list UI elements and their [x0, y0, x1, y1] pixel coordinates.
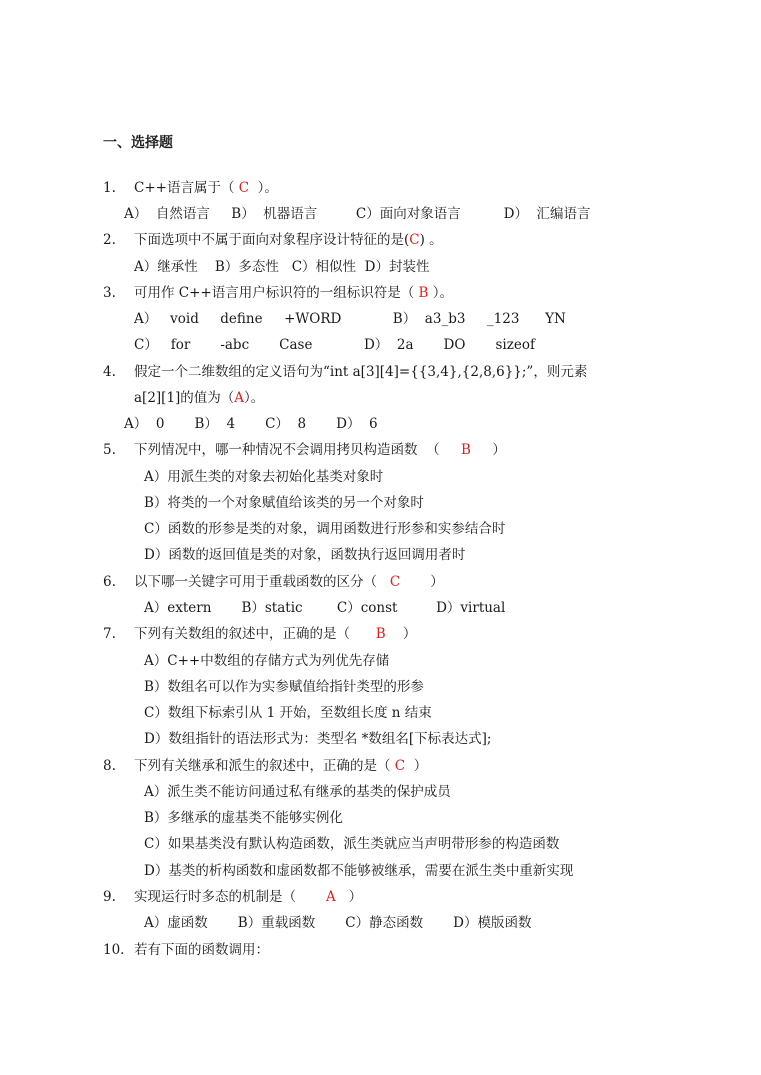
question-stem [134, 284, 453, 302]
stem-text: 下列有关继承和派生的叙述中，正确的是（ [134, 758, 395, 774]
stem-text: C++语言属于（ [134, 180, 239, 196]
question-number: 10. [103, 942, 125, 958]
question-stem [134, 389, 264, 407]
question-stem [134, 888, 362, 906]
options-row: A） void define +WORD B） a3_b3 _123 YN [134, 311, 566, 327]
answer-mark: C [238, 180, 250, 196]
stem-text: ） [335, 889, 363, 905]
stem-text: 下列情况中，哪一种情况不会调用拷贝构造函数 （ [134, 442, 462, 458]
option-d: D）函数的返回值是类的对象，函数执行返回调用者时 [144, 547, 466, 563]
question-number: 4. [103, 364, 116, 380]
options-row: A）继承性 B）多态性 C）相似性 D）封装性 [134, 259, 430, 275]
question-number: 3. [103, 285, 116, 301]
option-a: A）派生类不能访问通过私有继承的基类的保护成员 [144, 784, 451, 800]
stem-text: ）。 [249, 180, 278, 196]
answer-mark: B [375, 626, 386, 642]
option-b: B）多继承的虚基类不能够实例化 [144, 810, 343, 826]
stem-text: ） [405, 758, 428, 774]
stem-text: 下面选项中不属于面向对象程序设计特征的是( [134, 232, 410, 248]
option-d: D）数组指针的语法形式为：类型名 *数组名[下标表达式]; [144, 731, 492, 747]
answer-mark: A [326, 889, 336, 905]
section-title: 一、选择题 [103, 135, 173, 151]
question-stem [134, 757, 427, 775]
stem-text: ）。 [244, 390, 265, 406]
question-stem [134, 179, 278, 197]
question-stem: 假定一个二维数组的定义语句为“int a[3][4]={{3,4},{2,8,6}};”，则元素 [134, 364, 588, 380]
question-stem [134, 573, 444, 591]
answer-mark: C [389, 574, 401, 590]
answer-mark: B [461, 442, 471, 458]
question-stem: 若有下面的函数调用： [134, 942, 269, 958]
stem-text: 以下哪一关键字可用于重载函数的区分（ [134, 574, 390, 590]
question-stem [134, 625, 416, 643]
option-a: A）用派生类的对象去初始化基类对象时 [144, 469, 384, 485]
answer-mark: A [234, 390, 245, 406]
stem-text: ） [385, 626, 417, 642]
question-stem [134, 231, 443, 249]
options-row: A） 0 B） 4 C） 8 D） 6 [124, 416, 378, 432]
answer-mark: C [394, 758, 406, 774]
stem-text: 下列有关数组的叙述中，正确的是（ [134, 626, 376, 642]
option-c: C）如果基类没有默认构造函数，派生类就应当声明带形参的构造函数 [144, 836, 560, 852]
stem-text: 实现运行时多态的机制是（ [134, 889, 327, 905]
answer-mark: C [409, 232, 420, 248]
options-row: A）虚函数 B）重载函数 C）静态函数 D）模版函数 [144, 915, 532, 931]
option-b: B）将类的一个对象赋值给该类的另一个对象时 [144, 495, 424, 511]
options-row: A）extern B）static C）const D）virtual [144, 600, 506, 616]
option-c: C）函数的形参是类的对象，调用函数进行形参和实参结合时 [144, 521, 506, 537]
option-b: B）数组名可以作为实参赋值给指针类型的形参 [144, 679, 424, 695]
stem-text: ）。 [428, 285, 454, 301]
stem-text: a[2][1]的值为（ [134, 390, 235, 406]
question-number: 5. [103, 442, 116, 458]
stem-text: ） [400, 574, 444, 590]
question-number: 8. [103, 758, 116, 774]
question-number: 9. [103, 889, 116, 905]
question-number: 6. [103, 574, 116, 590]
stem-text: ） [470, 442, 506, 458]
question-number: 2. [103, 232, 116, 248]
question-number: 7. [103, 626, 116, 642]
option-a: A）C++中数组的存储方式为列优先存储 [144, 653, 390, 669]
option-d: D）基类的析构函数和虚函数都不能够被继承，需要在派生类中重新实现 [144, 863, 574, 879]
options-row: C） for -abc Case D） 2a DO sizeof [134, 337, 535, 353]
options-row: A） 自然语言 B） 机器语言 C）面向对象语言 D） 汇编语言 [124, 206, 591, 222]
stem-text: ) 。 [419, 232, 443, 248]
stem-text: 可用作 C++语言用户标识符的一组标识符是（ [134, 285, 419, 301]
question-stem [134, 441, 506, 459]
option-c: C）数组下标索引从 1 开始，至数组长度 n 结束 [144, 705, 432, 721]
question-number: 1. [103, 180, 116, 196]
answer-mark: B [418, 285, 429, 301]
